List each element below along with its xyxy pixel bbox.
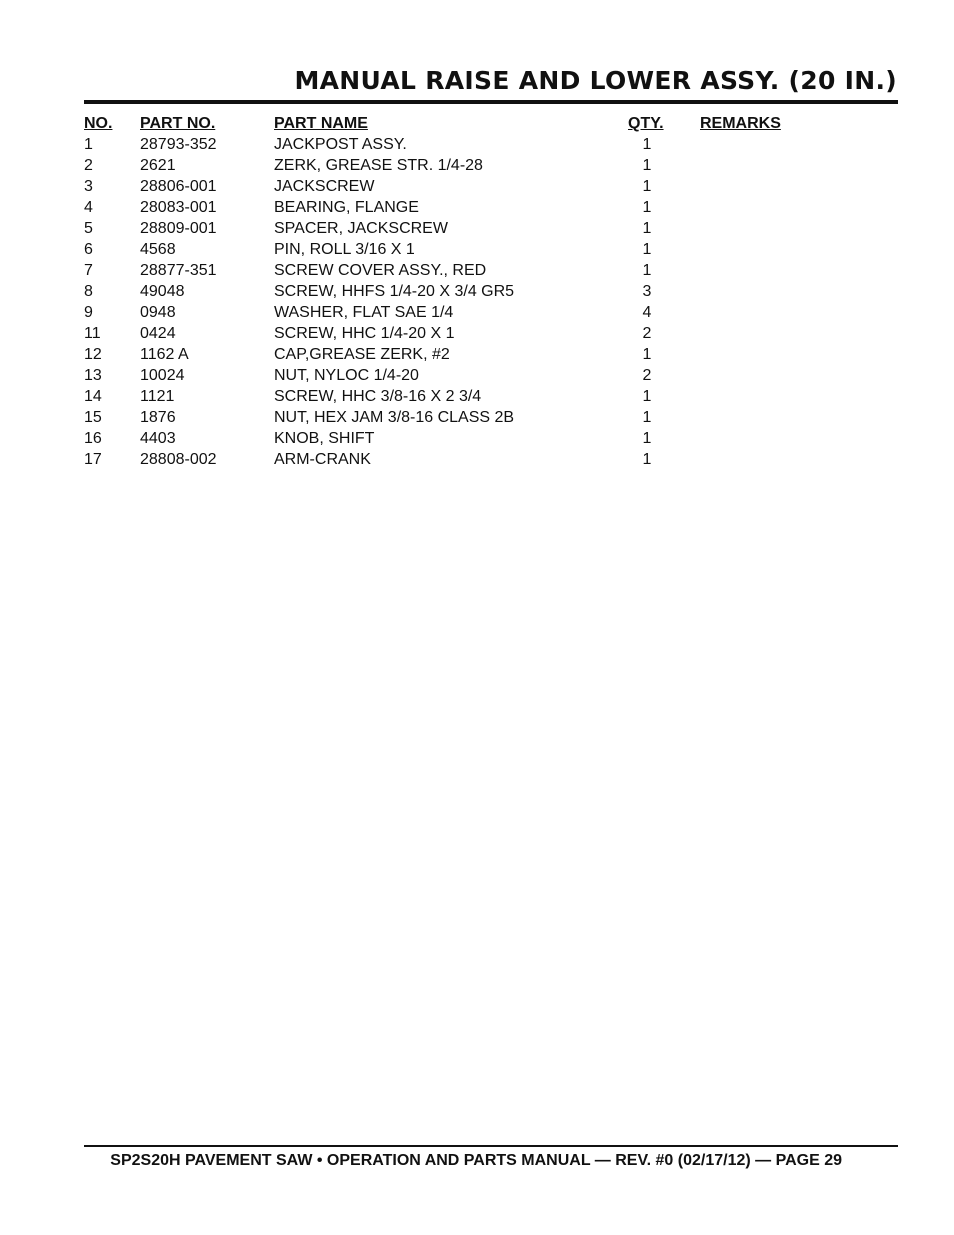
table-header-row	[84, 113, 898, 134]
table-row	[84, 218, 898, 239]
cell-qty: 1	[642, 262, 652, 279]
cell-part-name: WASHER, FLAT SAE 1/4	[274, 304, 454, 321]
cell-part-no: 28083-001	[140, 199, 217, 216]
cell-part-name: SPACER, JACKSCREW	[274, 220, 448, 237]
cell-part-no: 28793-352	[140, 136, 217, 153]
table-row	[84, 407, 898, 428]
cell-part-no: 10024	[140, 367, 185, 384]
cell-part-no: 1121	[140, 388, 175, 405]
cell-part-no: 1162 A	[140, 346, 189, 363]
cell-no: 8	[84, 283, 93, 300]
cell-qty: 1	[642, 430, 652, 447]
cell-qty: 1	[642, 451, 652, 468]
cell-no: 4	[84, 199, 93, 216]
table-row	[84, 176, 898, 197]
cell-part-no: 4568	[140, 241, 176, 258]
cell-remarks	[700, 407, 898, 428]
table-row	[84, 197, 898, 218]
cell-part-name: SCREW, HHFS 1/4-20 X 3/4 GR5	[274, 283, 515, 300]
cell-no: 3	[84, 178, 93, 195]
cell-no: 6	[84, 241, 93, 258]
table-row	[84, 344, 898, 365]
cell-qty: 1	[642, 409, 652, 426]
column-header-part-name: PART NAME	[274, 115, 368, 132]
column-header-no: NO.	[84, 115, 113, 132]
page-title: MANUAL RAISE AND LOWER ASSY. (20 IN.)	[294, 66, 897, 95]
page-footer: SP2S20H PAVEMENT SAW • OPERATION AND PARTS MANUAL — REV. #0 (02/17/12) — PAGE 29	[110, 1152, 842, 1169]
table-row	[84, 155, 898, 176]
cell-remarks	[700, 428, 898, 449]
cell-no: 9	[84, 304, 93, 321]
column-header-part-no: PART NO.	[140, 115, 216, 132]
cell-qty: 1	[642, 388, 652, 405]
table-row	[84, 449, 898, 470]
cell-no: 7	[84, 262, 93, 279]
cell-no: 13	[84, 367, 102, 384]
cell-part-name: CAP,GREASE ZERK, #2	[274, 346, 450, 363]
cell-part-no: 2621	[140, 157, 176, 174]
cell-qty: 1	[642, 241, 652, 258]
cell-part-name: SCREW COVER ASSY., RED	[274, 262, 487, 279]
cell-part-no: 0424	[140, 325, 176, 342]
cell-remarks	[700, 239, 898, 260]
header-rule	[84, 100, 898, 104]
cell-part-name: ARM-CRANK	[274, 451, 371, 468]
cell-part-name: JACKPOST ASSY.	[274, 136, 407, 153]
cell-part-no: 28809-001	[140, 220, 217, 237]
cell-remarks	[700, 302, 898, 323]
cell-part-name: ZERK, GREASE STR. 1/4-28	[274, 157, 483, 174]
cell-qty: 1	[642, 220, 652, 237]
cell-no: 2	[84, 157, 93, 174]
cell-qty: 1	[642, 346, 652, 363]
cell-part-name: NUT, NYLOC 1/4-20	[274, 367, 419, 384]
column-header-remarks: REMARKS	[700, 115, 781, 132]
cell-part-name: NUT, HEX JAM 3/8-16 CLASS 2B	[274, 409, 515, 426]
cell-qty: 4	[642, 304, 652, 321]
cell-no: 11	[84, 325, 101, 342]
cell-no: 17	[84, 451, 102, 468]
cell-part-no: 1876	[140, 409, 176, 426]
cell-qty: 1	[642, 199, 652, 216]
table-row	[84, 428, 898, 449]
table-row	[84, 323, 898, 344]
cell-no: 15	[84, 409, 102, 426]
cell-no: 14	[84, 388, 102, 405]
table-row	[84, 365, 898, 386]
table-row	[84, 386, 898, 407]
cell-part-name: BEARING, FLANGE	[274, 199, 419, 216]
cell-part-name: SCREW, HHC 3/8-16 X 2 3/4	[274, 388, 482, 405]
cell-part-no: 49048	[140, 283, 185, 300]
cell-qty: 1	[642, 178, 652, 195]
cell-remarks	[700, 281, 898, 302]
cell-part-no: 4403	[140, 430, 176, 447]
footer-rule	[84, 1145, 898, 1147]
cell-part-no: 28877-351	[140, 262, 217, 279]
cell-remarks	[700, 323, 898, 344]
table-row	[84, 260, 898, 281]
cell-no: 1	[84, 136, 93, 153]
cell-qty: 2	[642, 367, 652, 384]
cell-remarks	[700, 218, 898, 239]
cell-remarks	[700, 386, 898, 407]
cell-part-no: 28808-002	[140, 451, 217, 468]
cell-no: 5	[84, 220, 93, 237]
table-row	[84, 239, 898, 260]
cell-remarks	[700, 365, 898, 386]
cell-part-no: 0948	[140, 304, 176, 321]
table-row	[84, 281, 898, 302]
cell-part-name: JACKSCREW	[274, 178, 375, 195]
cell-part-name: PIN, ROLL 3/16 X 1	[274, 241, 415, 258]
cell-part-no: 28806-001	[140, 178, 217, 195]
cell-no: 12	[84, 346, 102, 363]
cell-part-name: SCREW, HHC 1/4-20 X 1	[274, 325, 455, 342]
cell-remarks	[700, 155, 898, 176]
cell-remarks	[700, 134, 898, 155]
cell-qty: 2	[642, 325, 652, 342]
parts-table-body	[84, 134, 898, 470]
cell-part-name: KNOB, SHIFT	[274, 430, 375, 447]
cell-no: 16	[84, 430, 102, 447]
table-row	[84, 302, 898, 323]
cell-qty: 3	[642, 283, 652, 300]
cell-remarks	[700, 344, 898, 365]
cell-remarks	[700, 197, 898, 218]
parts-table	[84, 113, 898, 470]
column-header-qty: QTY.	[628, 115, 664, 132]
cell-qty: 1	[642, 157, 652, 174]
cell-qty: 1	[642, 136, 652, 153]
cell-remarks	[700, 260, 898, 281]
cell-remarks	[700, 176, 898, 197]
table-row	[84, 134, 898, 155]
cell-remarks	[700, 449, 898, 470]
